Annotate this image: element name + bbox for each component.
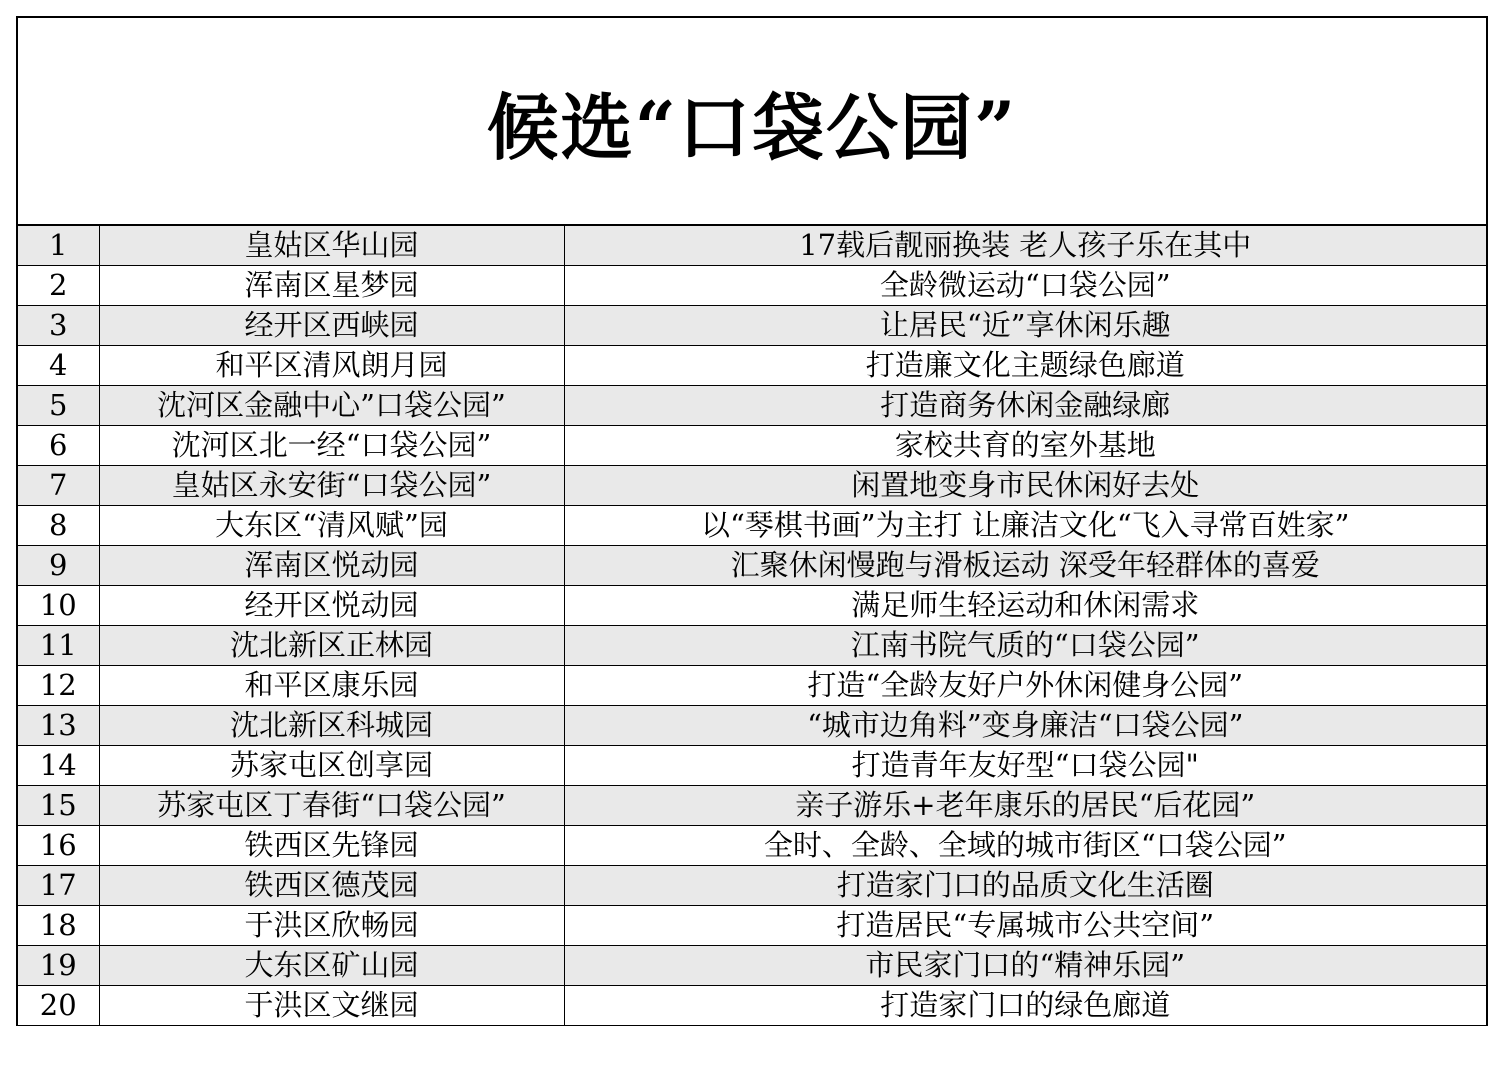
- table-row: [18, 906, 1486, 946]
- park-description-cell: “城市边角料”变身廉洁“口袋公园”: [564, 706, 1486, 746]
- park-name-cell: 经开区西峡园: [99, 306, 564, 346]
- title-box: [18, 18, 1486, 226]
- park-name-cell: 皇姑区永安街“口袋公园”: [99, 466, 564, 506]
- table-row: [18, 346, 1486, 386]
- table-row: [18, 266, 1486, 306]
- table-row: [18, 746, 1486, 786]
- row-number-cell: 16: [18, 826, 99, 866]
- row-number-cell: 20: [18, 986, 99, 1026]
- table-row: [18, 586, 1486, 626]
- row-number-cell: 9: [18, 546, 99, 586]
- park-description-cell: 江南书院气质的“口袋公园”: [564, 626, 1486, 666]
- table-row: [18, 546, 1486, 586]
- table-row: [18, 386, 1486, 426]
- park-description-cell: 17载后靓丽换装 老人孩子乐在其中: [564, 226, 1486, 266]
- table-row: [18, 826, 1486, 866]
- row-number-cell: 12: [18, 666, 99, 706]
- park-name-cell: 和平区清风朗月园: [99, 346, 564, 386]
- row-number-cell: 6: [18, 426, 99, 466]
- park-name-cell: 沈北新区科城园: [99, 706, 564, 746]
- page-title: 候选“口袋公园”: [486, 85, 1018, 170]
- park-name-cell: 经开区悦动园: [99, 586, 564, 626]
- table-row: [18, 226, 1486, 266]
- park-name-cell: 浑南区星梦园: [99, 266, 564, 306]
- park-description-cell: 以“琴棋书画”为主打 让廉洁文化“飞入寻常百姓家”: [564, 506, 1486, 546]
- park-description-cell: 打造青年友好型“口袋公园": [564, 746, 1486, 786]
- park-description-cell: 亲子游乐+老年康乐的居民“后花园”: [564, 786, 1486, 826]
- table-row: [18, 466, 1486, 506]
- park-name-cell: 于洪区文继园: [99, 986, 564, 1026]
- row-number-cell: 5: [18, 386, 99, 426]
- row-number-cell: 15: [18, 786, 99, 826]
- row-number-cell: 8: [18, 506, 99, 546]
- park-name-cell: 苏家屯区创享园: [99, 746, 564, 786]
- row-number-cell: 17: [18, 866, 99, 906]
- table-row: [18, 666, 1486, 706]
- park-table-body: [18, 226, 1486, 1026]
- park-description-cell: 市民家门口的“精神乐园”: [564, 946, 1486, 986]
- row-number-cell: 3: [18, 306, 99, 346]
- park-name-cell: 和平区康乐园: [99, 666, 564, 706]
- park-name-cell: 皇姑区华山园: [99, 226, 564, 266]
- park-description-cell: 家校共育的室外基地: [564, 426, 1486, 466]
- park-description-cell: 打造家门口的绿色廊道: [564, 986, 1486, 1026]
- row-number-cell: 4: [18, 346, 99, 386]
- park-name-cell: 大东区“清风赋”园: [99, 506, 564, 546]
- park-name-cell: 铁西区德茂园: [99, 866, 564, 906]
- table-row: [18, 426, 1486, 466]
- park-table: [18, 226, 1486, 1026]
- park-description-cell: 打造“全龄友好户外休闲健身公园”: [564, 666, 1486, 706]
- park-name-cell: 于洪区欣畅园: [99, 906, 564, 946]
- table-row: [18, 706, 1486, 746]
- park-name-cell: 苏家屯区丁春街“口袋公园”: [99, 786, 564, 826]
- row-number-cell: 2: [18, 266, 99, 306]
- park-name-cell: 沈河区北一经“口袋公园”: [99, 426, 564, 466]
- park-description-cell: 全龄微运动“口袋公园”: [564, 266, 1486, 306]
- park-description-cell: 闲置地变身市民休闲好去处: [564, 466, 1486, 506]
- park-description-cell: 让居民“近”享休闲乐趣: [564, 306, 1486, 346]
- park-description-cell: 全时、全龄、全域的城市街区“口袋公园”: [564, 826, 1486, 866]
- park-description-cell: 汇聚休闲慢跑与滑板运动 深受年轻群体的喜爱: [564, 546, 1486, 586]
- park-description-cell: 满足师生轻运动和休闲需求: [564, 586, 1486, 626]
- table-row: [18, 626, 1486, 666]
- park-description-cell: 打造廉文化主题绿色廊道: [564, 346, 1486, 386]
- row-number-cell: 11: [18, 626, 99, 666]
- table-row: [18, 306, 1486, 346]
- park-list-sheet: [16, 16, 1488, 1026]
- park-name-cell: 沈河区金融中心”口袋公园”: [99, 386, 564, 426]
- row-number-cell: 13: [18, 706, 99, 746]
- row-number-cell: 1: [18, 226, 99, 266]
- park-name-cell: 大东区矿山园: [99, 946, 564, 986]
- park-description-cell: 打造居民“专属城市公共空间”: [564, 906, 1486, 946]
- row-number-cell: 14: [18, 746, 99, 786]
- park-name-cell: 沈北新区正林园: [99, 626, 564, 666]
- table-row: [18, 786, 1486, 826]
- row-number-cell: 19: [18, 946, 99, 986]
- park-description-cell: 打造商务休闲金融绿廊: [564, 386, 1486, 426]
- row-number-cell: 10: [18, 586, 99, 626]
- table-row: [18, 866, 1486, 906]
- park-name-cell: 铁西区先锋园: [99, 826, 564, 866]
- table-row: [18, 986, 1486, 1026]
- park-description-cell: 打造家门口的品质文化生活圈: [564, 866, 1486, 906]
- table-row: [18, 506, 1486, 546]
- row-number-cell: 18: [18, 906, 99, 946]
- table-row: [18, 946, 1486, 986]
- park-name-cell: 浑南区悦动园: [99, 546, 564, 586]
- row-number-cell: 7: [18, 466, 99, 506]
